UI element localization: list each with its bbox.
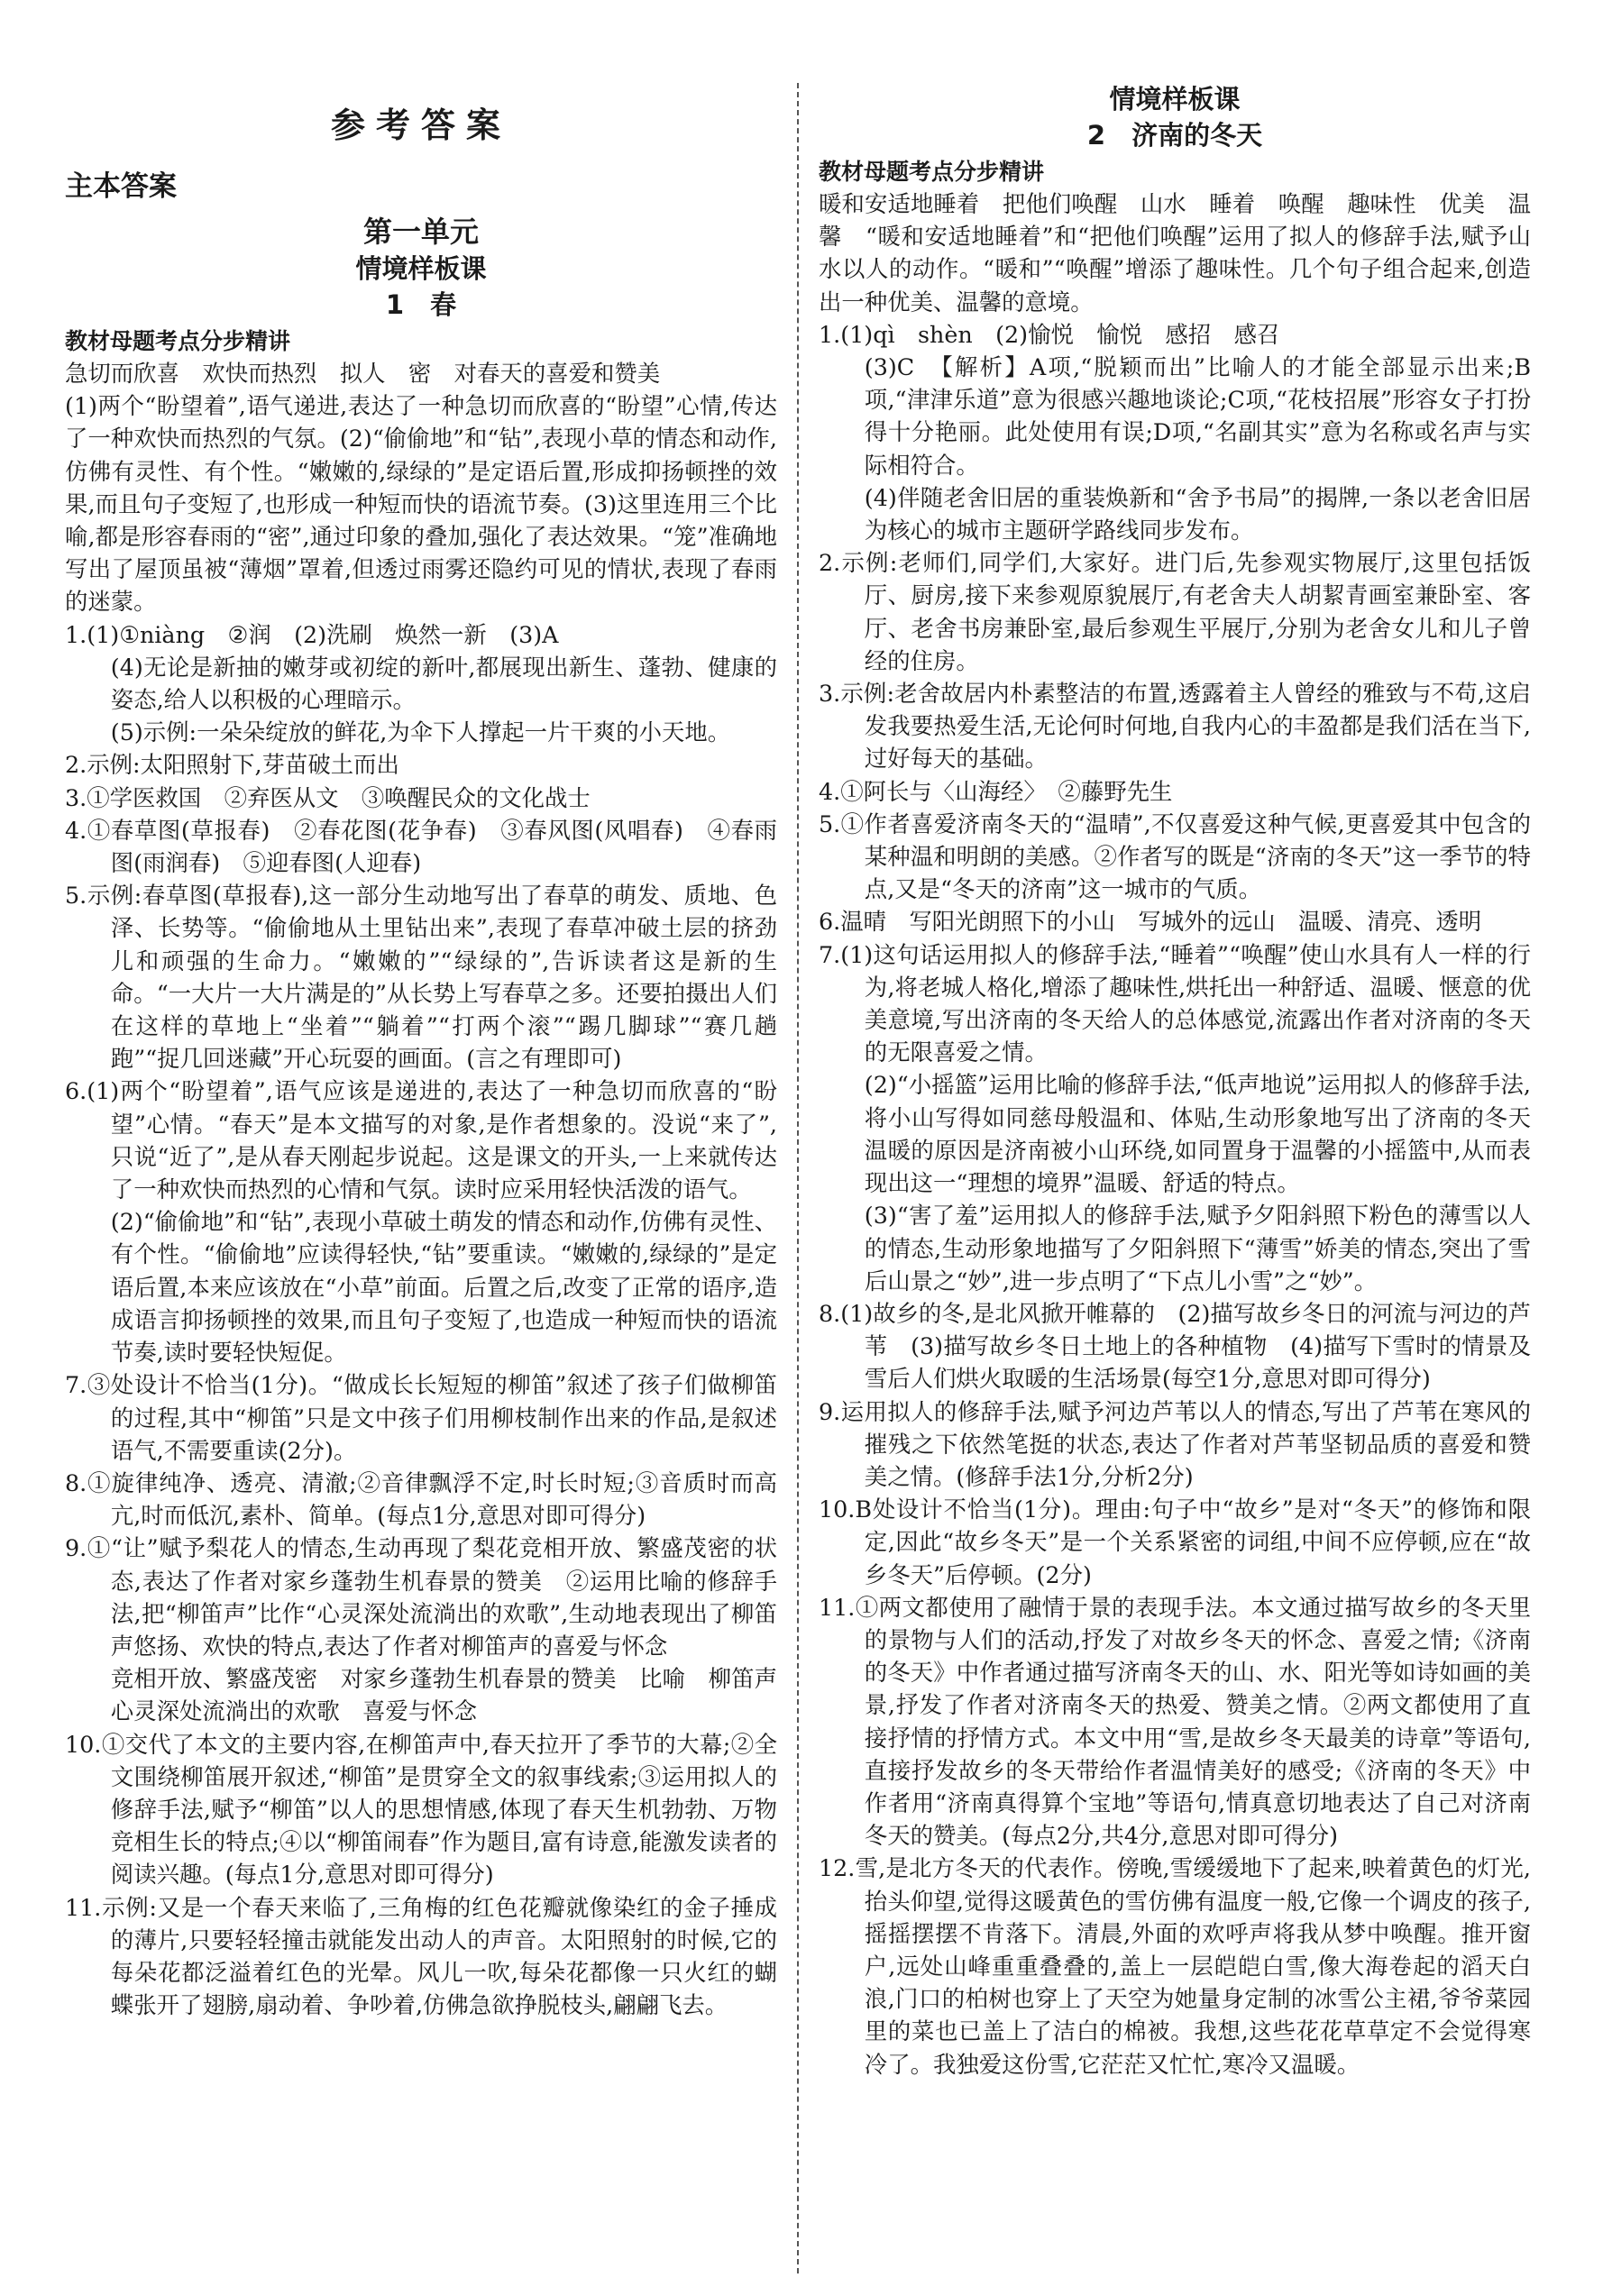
right-column: [819, 81, 1531, 2081]
answer-paragraph: 10.B处设计不恰当(1分)。理由:句子中“故乡”是对“冬天”的修饰和限定,因此“故乡冬天”是一个关系紧密的词组,中间不应停顿,应在“故乡冬天”后停顿。(2分): [819, 1496, 1531, 1588]
answer-paragraph: 11.示例:又是一个春天来临了,三角梅的红色花瓣就像染红的金子捶成的薄片,只要轻轻撞击就能发出动人的声音。太阳照射的时候,它的每朵花都泛溢着红色的光晕。风儿一吹,每朵花都像一只火红的蝴蝶张开了翅膀,扇动着、争吵着,仿佛急欲挣脱枝头,翩翩飞去。: [65, 1893, 777, 2019]
lesson-type: 情境样板课: [1109, 84, 1241, 114]
column-divider: [797, 83, 799, 2273]
answer-paragraph: (2)“偷偷地”和“钻”,表现小草破土萌发的情态和动作,仿佛有灵性、有个性。“偷偷地”应读得轻快,“钻”要重读。“嫩嫩的,绿绿的”是定语后置,本来应该放在“小草”前面。后置之后,改变了正常的语序,造成语言抑扬顿挫的效果,而且句子变短了,也造成一种短而快的语流节奏,读时要轻快短促。: [110, 1208, 777, 1367]
answer-paragraph: 急切而欣喜 欢快而热烈 拟人 密 对春天的喜爱和赞美: [65, 360, 661, 387]
answer-paragraph: 4.①阿长与〈山海经〉 ②藤野先生: [819, 777, 1173, 805]
answer-paragraph: 7.③处设计不恰当(1分)。“做成长长短短的柳笛”叙述了孩子们做柳笛的过程,其中“柳笛”只是文中孩子们用柳枝制作出来的作品,是叙述语气,不需要重读(2分)。: [65, 1371, 777, 1464]
answer-paragraph: 11.①两文都使用了融情于景的表现手法。本文通过描写故乡的冬天里的景物与人们的活动,抒发了对故乡冬天的怀念、喜爱之情;《济南的冬天》中作者通过描写济南冬天的山、水、阳光等如诗如画的美景,抒发了作者对济南冬天的热爱、赞美之情。②两文都使用了直接抒情的抒情方式。本文中用“雪,是故乡冬天最美的诗章”等语句,直接抒发故乡的冬天带给作者温情美好的感受;《济南的冬天》中作者用“济南真得算个宝地”等语句,情真意切地表达了自己对济南冬天的赞美。(每点2分,共4分,意思对即可得分): [819, 1593, 1531, 1850]
answer-paragraph: 7.(1)这句话运用拟人的修辞手法,“睡着”“唤醒”使山水具有人一样的行为,将老城人格化,增添了趣味性,烘托出一种舒适、温暖、惬意的优美意境,写出济南的冬天给人的总体感觉,流露出作者对济南的冬天的无限喜爱之情。: [819, 940, 1531, 1066]
answer-paragraph: 10.①交代了本文的主要内容,在柳笛声中,春天拉开了季节的大幕;②全文围绕柳笛展开叙述,“柳笛”是贯穿全文的叙事线索;③运用拟人的修辞手法,赋予“柳笛”以人的思想情感,体现了春天生机勃勃、万物竞相生长的特点;④以“柳笛闹春”作为题目,富有诗意,能激发读者的阅读兴趣。(每点1分,意思对即可得分): [65, 1730, 777, 1889]
answer-paragraph: (5)示例:一朵朵绽放的鲜花,为伞下人撑起一片干爽的小天地。: [110, 718, 731, 746]
answer-paragraph: 12.雪,是北方冬天的代表作。傍晚,雪缓缓地下了起来,映着黄色的灯光,抬头仰望,觉得这暖黄色的雪仿佛有温度一般,它像一个调皮的孩子,摇摇摆摆不肯落下。清晨,外面的欢呼声将我从梦中唤醒。推开窗户,远处山峰重重叠叠的,盖上一层皑皑白雪,像大海卷起的滔天白浪,门口的柏树也穿上了天空为她量身定制的冰雪公主裙,爷爷菜园里的菜也已盖上了洁白的棉被。我想,这些花花草草定不会觉得寒冷了。我独爱这份雪,它茫茫又忙忙,寒冷又温暖。: [819, 1854, 1531, 2078]
section-heading: 教材母题考点分步精讲: [819, 159, 1045, 185]
answer-paragraph: (4)伴随老舍旧居的重装焕新和“舍予书局”的揭牌,一条以老舍旧居为核心的城市主题研学路线同步发布。: [864, 483, 1531, 544]
answer-paragraph: 2.示例:老师们,同学们,大家好。进门后,先参观实物展厅,这里包括饭厅、厨房,接下来参观原貌展厅,有老舍夫人胡絜青画室兼卧室、客厅、老舍书房兼卧室,最后参观生平展厅,分别为老舍女儿和儿子曾经的住房。: [819, 549, 1531, 674]
answer-paragraph: (1)两个“盼望着”,语气递进,表达了一种急切而欣喜的“盼望”心情,传达了一种欢快而热烈的气氛。(2)“偷偷地”和“钻”,表现小草的情态和动作,仿佛有灵性、有个性。“嫩嫩的,绿绿的”是定语后置,形成抑扬顿挫的效果,而且句子变短了,也形成一种短而快的语流节奏。(3)这里连用三个比喻,都是形容春雨的“密”,通过印象的叠加,强化了表达效果。“笼”准确地写出了屋顶虽被“薄烟”罩着,但透过雨雾还隐约可见的情状,表现了春雨的迷蒙。: [65, 392, 777, 616]
answer-paragraph: 3.①学医救国 ②弃医从文 ③唤醒民众的文化战士: [65, 783, 591, 811]
answer-label: 主本答案: [65, 170, 177, 203]
right-answer-list: [819, 188, 1531, 2081]
left-answer-list: [65, 357, 801, 2021]
answer-paragraph: 竞相开放、繁盛茂密 对家乡蓬勃生机春景的赞美 比喻 柳笛声 心灵深处流淌出的欢歌 喜爱与怀念: [110, 1665, 801, 1725]
answer-paragraph: (4)无论是新抽的嫩芽或初绽的新叶,都展现出新生、蓬勃、健康的姿态,给人以积极的心理暗示。: [110, 653, 777, 714]
lesson-title: 1 春: [385, 289, 457, 320]
answer-paragraph: 5.①作者喜爱济南冬天的“温晴”,不仅喜爱这种气候,更喜爱其中包含的某种温和明朗的美感。②作者写的既是“济南的冬天”这一季节的特点,又是“冬天的济南”这一城市的气质。: [819, 810, 1531, 903]
section-heading: 教材母题考点分步精讲: [65, 328, 291, 354]
answer-paragraph: 1.(1)qì shèn (2)愉悦 愉悦 感招 感召: [819, 320, 1280, 348]
answer-paragraph: 3.示例:老舍故居内朴素整洁的布置,透露着主人曾经的雅致与不苟,这启发我要热爱生活,无论何时何地,自我内心的丰盈都是我们活在当下,过好每天的基础。: [819, 680, 1531, 773]
left-column: [65, 81, 801, 2021]
answer-paragraph: 1.(1)①niàng ②润 (2)洗刷 焕然一新 (3)A: [65, 620, 559, 648]
answer-paragraph: 6.(1)两个“盼望着”,语气应该是递进的,表达了一种急切而欣喜的“盼望”心情。“春天”是本文描写的对象,是作者想象的。没说“来了”,只说“近了”,是从春天刚起步说起。这是课文的开头,一上来就传达了一种欢快而热烈的心情和气氛。读时应采用轻快活泼的语气。: [65, 1077, 777, 1203]
lesson-title: 2 济南的冬天: [1086, 120, 1263, 151]
answer-paragraph: 8.(1)故乡的冬,是北风掀开帷幕的 (2)描写故乡冬日的河流与河边的芦苇 (3)描写故乡冬日土地上的各种植物 (4)描写下雪时的情景及雪后人们烘火取暖的生活场景(每空1分,意思对即可得分): [819, 1299, 1531, 1393]
answer-paragraph: (2)“小摇篮”运用比喻的修辞手法,“低声地说”运用拟人的修辞手法,将小山写得如同慈母般温和、体贴,生动形象地写出了济南的冬天温暖的原因是济南被小山环绕,如同置身于温馨的小摇篮中,从而表现出这一“理想的境界”温暖、舒适的特点。: [864, 1071, 1531, 1197]
answer-paragraph: 9.运用拟人的修辞手法,赋予河边芦苇以人的情态,写出了芦苇在寒风的摧残之下依然笔挺的状态,表达了作者对芦苇坚韧品质的喜爱和赞美之情。(修辞手法1分,分析2分): [819, 1397, 1531, 1490]
answer-paragraph: (3)C 【解析】A项,“脱颖而出”比喻人的才能全部显示出来;B项,“津津乐道”意为很感兴趣地谈论;C项,“花枝招展”形容女子打扮得十分艳丽。此处使用有误;D项,“名副其实”意为名称或名声与实际相符合。: [864, 353, 1531, 479]
answer-paragraph: 2.示例:太阳照射下,芽苗破土而出: [65, 751, 399, 779]
answer-paragraph: 8.①旋律纯净、透亮、清澈;②音律飘浮不定,时长时短;③音质时而高亢,时而低沉,素朴、简单。(每点1分,意思对即可得分): [65, 1468, 777, 1530]
answer-paragraph: 9.①“让”赋予梨花人的情态,生动再现了梨花竞相开放、繁盛茂密的状态,表达了作者对家乡蓬勃生机春景的赞美 ②运用比喻的修辞手法,把“柳笛声”比作“心灵深处流淌出的欢歌”,生动地表现出了柳笛声悠扬、欢快的特点,表达了作者对柳笛声的喜爱与怀念: [65, 1534, 777, 1660]
answer-paragraph: (3)“害了羞”运用拟人的修辞手法,赋予夕阳斜照下粉色的薄雪以人的情态,生动形象地描写了夕阳斜照下“薄雪”娇美的情态,突出了雪后山景之“妙”,进一步点明了“下点儿小雪”之“妙”。: [864, 1202, 1531, 1294]
lesson-type: 情境样板课: [355, 253, 487, 284]
answer-paragraph: 5.示例:春草图(草报春),这一部分生动地写出了春草的萌发、质地、色泽、长势等。“偷偷地从土里钻出来”,表现了春草冲破土层的挤劲儿和顽强的生命力。“嫩嫩的”“绿绿的”,告诉读者这是新的生命。“一大片一大片满是的”从长势上写春草之多。还要拍摄出人们在这样的草地上“坐着”“躺着”“打两个滚”“踢几脚球”“赛几趟跑”“捉几回迷藏”开心玩耍的画面。(言之有理即可): [65, 882, 777, 1073]
unit-title: 第一单元: [362, 215, 479, 249]
answer-paragraph: 4.①春草图(草报春) ②春花图(花争春) ③春风图(风唱春) ④春雨图(雨润春) ⑤迎春图(人迎春): [65, 816, 777, 877]
page-title: 参考答案: [330, 105, 511, 145]
answer-paragraph: 暖和安适地睡着 把他们唤醒 山水 睡着 唤醒 趣味性 优美 温馨 “暖和安适地睡着”和“把他们唤醒”运用了拟人的修辞手法,赋予山水以人的动作。“暖和”“唤醒”增添了趣味性。几个句子组合起来,创造出一种优美、温馨的意境。: [819, 190, 1531, 316]
answer-paragraph: 6.温晴 写阳光朗照下的小山 写城外的远山 温暖、清亮、透明: [819, 908, 1482, 936]
